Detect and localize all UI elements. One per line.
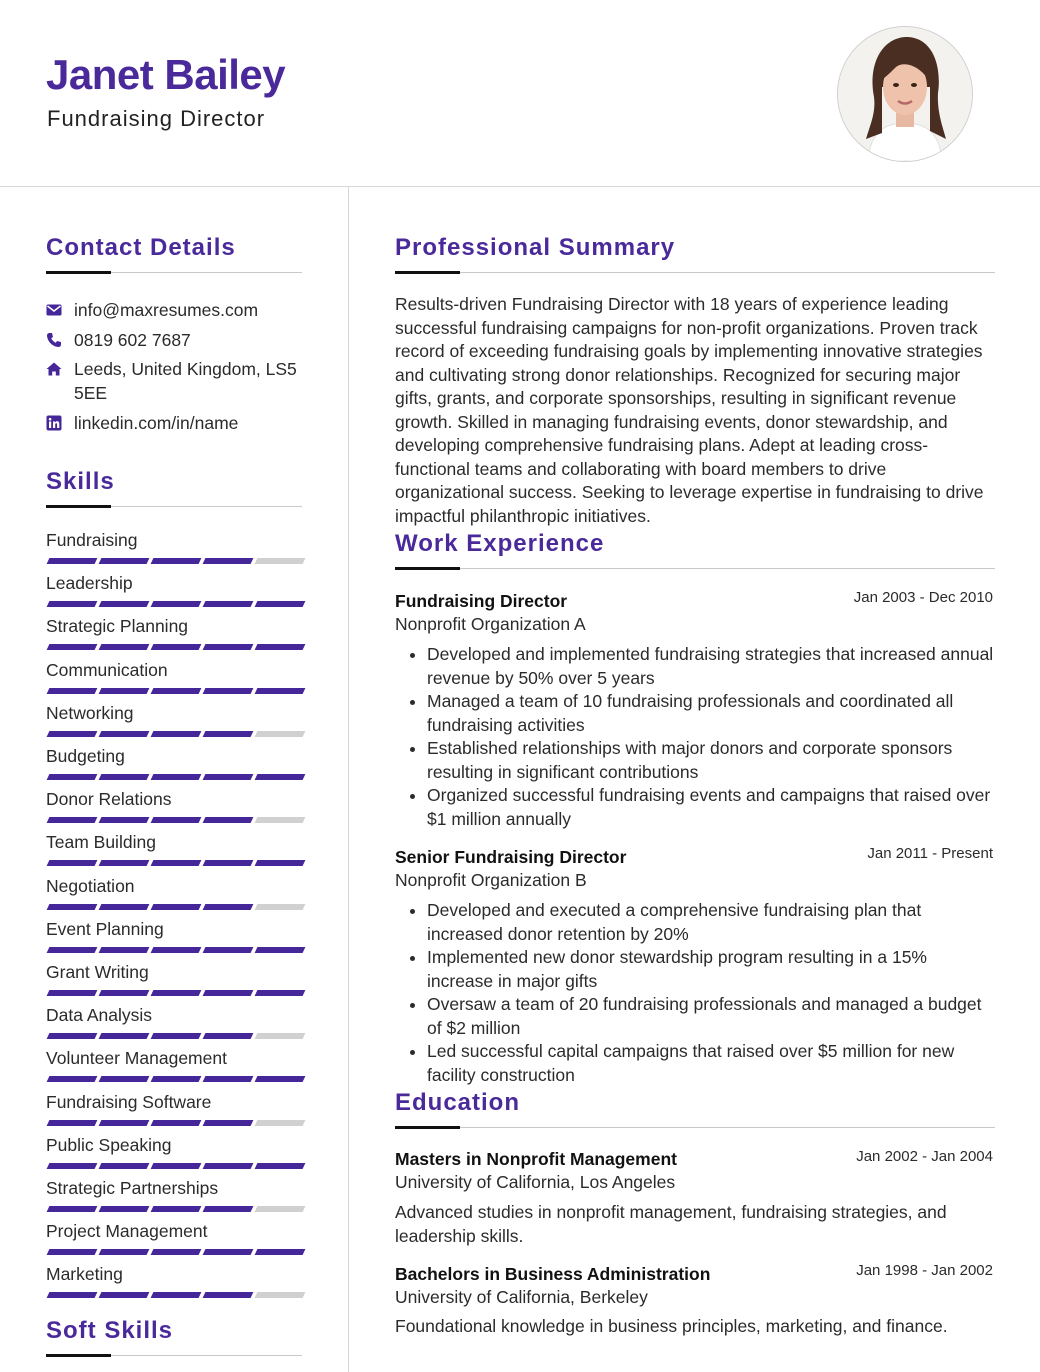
degree-description: Advanced studies in nonprofit management, fundraising strategies, and leadership skills. [395, 1202, 947, 1246]
skill-level-segment [47, 947, 98, 953]
skill-level-segment [99, 1206, 150, 1212]
section-rule [395, 568, 995, 569]
envelope-icon [46, 302, 62, 318]
skill-name: Fundraising Software [46, 1091, 212, 1112]
resume-header [0, 0, 1040, 187]
skill-item [46, 961, 302, 983]
skill-level-segment [255, 1292, 306, 1298]
skill-item [46, 1220, 302, 1242]
skill-level-segment [47, 1249, 98, 1255]
summary-text: Results-driven Fundraising Director with 18 years of experience leading successful fundraising campaigns for non-profit organizations. Proven track record of exceeding fundraising goals by implementing innovative strategies and cultivating strong donor relationships. Recognized for securing major gifts, grants, and corporate sponsorships, resulting in significant revenue growth. Skilled in managing fundraising events, donor stewardship, and developing comprehensive fundraising plans. Adept at leading cross-functional teams and collaborating with board members to drive organizational success. Seeking to leverage expertise in fundraising to drive impactful philanthropic initiatives. [395, 294, 984, 526]
skill-level-segment [255, 1120, 306, 1126]
skill-level-segment [47, 1033, 98, 1039]
skill-level-segment [99, 990, 150, 996]
skill-level-segment [47, 860, 98, 866]
skill-level-bar [46, 947, 302, 953]
skill-level-segment [47, 990, 98, 996]
skill-item [46, 1004, 302, 1026]
skill-level-segment [151, 904, 202, 910]
skill-level-segment [47, 904, 98, 910]
skill-item [46, 875, 302, 897]
job-organization: Nonprofit Organization B [395, 870, 587, 890]
skill-level-segment [99, 860, 150, 866]
work-heading: Work Experience [395, 530, 605, 557]
skill-level-bar [46, 1120, 302, 1126]
skill-level-segment [99, 774, 150, 780]
skill-item [46, 659, 302, 681]
summary-section [395, 233, 995, 263]
skill-level-segment [255, 1206, 306, 1212]
skill-level-bar [46, 1076, 302, 1082]
skill-level-segment [99, 1033, 150, 1039]
skill-level-bar [46, 860, 302, 866]
list-item: Managed a team of 10 fundraising professionals and coordinated all fundraising activities [395, 690, 995, 737]
list-item: Implemented new donor stewardship program resulting in a 15% increase in major gifts [395, 946, 995, 993]
skill-level-segment [151, 860, 202, 866]
skill-item [46, 1091, 302, 1113]
skill-level-segment [203, 990, 254, 996]
list-item: Developed and implemented fundraising strategies that increased annual revenue by 50% over 5 years [395, 643, 995, 690]
skill-level-bar [46, 1206, 302, 1212]
portrait-image [838, 27, 972, 161]
skill-level-segment [203, 558, 254, 564]
education-section [395, 1088, 995, 1118]
skill-level-segment [255, 1249, 306, 1255]
skill-level-segment [203, 1292, 254, 1298]
skill-level-segment [47, 774, 98, 780]
job-organization: Nonprofit Organization A [395, 614, 586, 634]
skill-name: Leadership [46, 573, 133, 594]
skill-level-segment [47, 601, 98, 607]
skill-item [46, 1134, 302, 1156]
skill-level-bar [46, 601, 302, 607]
job-bullets [395, 899, 995, 1087]
skill-level-segment [151, 1076, 202, 1082]
skill-item [46, 615, 302, 637]
contact-heading: Contact Details [46, 234, 236, 261]
skill-item [46, 745, 302, 767]
job-title: Senior Fundraising Director [395, 847, 627, 867]
skill-level-segment [203, 1249, 254, 1255]
skill-name: Grant Writing [46, 962, 149, 982]
section-rule [46, 272, 302, 273]
skill-level-bar [46, 731, 302, 737]
skill-name: Communication [46, 659, 168, 680]
skill-level-bar [46, 1033, 302, 1039]
skill-level-segment [151, 731, 202, 737]
section-rule [46, 506, 302, 507]
skill-level-segment [255, 774, 306, 780]
skill-name: Team Building [46, 832, 156, 853]
address-text: Leeds, United Kingdom, LS5 5EE [74, 359, 297, 403]
skill-level-segment [99, 558, 150, 564]
skill-level-segment [203, 731, 254, 737]
skill-level-segment [99, 904, 150, 910]
skill-level-segment [203, 904, 254, 910]
skill-level-segment [255, 1076, 306, 1082]
skill-level-segment [203, 1033, 254, 1039]
skill-item [46, 788, 302, 810]
skill-name: Data Analysis [46, 1005, 153, 1026]
skill-level-segment [99, 1163, 150, 1169]
email-text[interactable]: info@maxresumes.com [74, 300, 259, 320]
skill-level-segment [203, 817, 254, 823]
skill-level-segment [151, 1120, 202, 1126]
section-rule [46, 1355, 302, 1356]
skill-level-segment [203, 1206, 254, 1212]
skill-level-segment [47, 644, 98, 650]
candidate-name: Janet Bailey [46, 51, 286, 98]
list-item: Developed and executed a comprehensive fundraising plan that increased donor retention by 20% [395, 899, 995, 946]
skill-level-segment [99, 688, 150, 694]
column-divider [348, 187, 349, 1372]
skill-name: Networking [46, 702, 134, 723]
skill-level-segment [99, 1076, 150, 1082]
degree-title: Masters in Nonprofit Management [395, 1149, 677, 1169]
skill-level-segment [255, 731, 306, 737]
job-dates: Jan 2003 - Dec 2010 [853, 589, 993, 606]
skill-level-segment [151, 1033, 202, 1039]
skill-item [46, 831, 302, 853]
skill-item [46, 1263, 302, 1285]
skill-level-segment [151, 817, 202, 823]
skill-level-segment [151, 644, 202, 650]
skill-level-segment [151, 990, 202, 996]
work-section [395, 529, 995, 559]
skill-level-segment [255, 644, 306, 650]
skill-level-segment [255, 688, 306, 694]
school-name: University of California, Berkeley [395, 1287, 648, 1307]
linkedin-text[interactable]: linkedin.com/in/name [74, 413, 239, 433]
education-heading: Education [395, 1089, 521, 1116]
skill-level-segment [151, 1163, 202, 1169]
skill-level-bar [46, 1249, 302, 1255]
skill-level-segment [99, 1292, 150, 1298]
skill-level-segment [99, 817, 150, 823]
degree-dates: Jan 1998 - Jan 2002 [856, 1262, 993, 1279]
skill-name: Event Planning [46, 918, 164, 939]
skill-level-segment [47, 1076, 98, 1082]
list-item: Organized successful fundraising events and campaigns that raised over $1 million annually [395, 784, 995, 831]
profile-photo [837, 26, 973, 162]
skill-level-segment [47, 1292, 98, 1298]
section-rule [395, 272, 995, 273]
skill-level-segment [203, 1120, 254, 1126]
degree-description: Foundational knowledge in business principles, marketing, and finance. [395, 1316, 948, 1336]
skill-name: Volunteer Management [46, 1048, 227, 1069]
soft-skills-heading: Soft Skills [46, 1317, 174, 1344]
skill-level-segment [99, 731, 150, 737]
skill-level-bar [46, 1292, 302, 1298]
skill-level-bar [46, 558, 302, 564]
skill-level-segment [255, 1033, 306, 1039]
skill-level-segment [99, 947, 150, 953]
skill-level-segment [151, 601, 202, 607]
skill-level-segment [203, 860, 254, 866]
skill-item [46, 572, 302, 594]
linkedin-icon [46, 415, 62, 431]
skill-level-segment [255, 601, 306, 607]
skill-item [46, 529, 302, 551]
skill-level-segment [99, 1249, 150, 1255]
skill-level-segment [99, 601, 150, 607]
skill-level-segment [255, 947, 306, 953]
job-dates: Jan 2011 - Present [867, 845, 993, 862]
skill-level-segment [255, 990, 306, 996]
skill-level-bar [46, 904, 302, 910]
skill-level-segment [151, 1249, 202, 1255]
skill-level-bar [46, 644, 302, 650]
skill-level-segment [151, 1206, 202, 1212]
skill-level-segment [47, 1120, 98, 1126]
skill-level-segment [255, 860, 306, 866]
skill-name: Marketing [46, 1264, 123, 1285]
home-icon [46, 361, 62, 377]
skill-level-segment [255, 904, 306, 910]
degree-dates: Jan 2002 - Jan 2004 [856, 1148, 993, 1165]
phone-text: 0819 602 7687 [74, 330, 191, 350]
skill-level-segment [255, 1163, 306, 1169]
skill-level-segment [203, 1163, 254, 1169]
skill-level-segment [203, 774, 254, 780]
skill-level-bar [46, 688, 302, 694]
school-name: University of California, Los Angeles [395, 1172, 676, 1192]
skill-name: Strategic Partnerships [46, 1178, 219, 1198]
skill-level-segment [47, 688, 98, 694]
skill-level-segment [203, 644, 254, 650]
skill-level-segment [203, 1076, 254, 1082]
skill-name: Fundraising [46, 530, 138, 550]
summary-heading: Professional Summary [395, 234, 676, 261]
skill-name: Budgeting [46, 746, 125, 766]
skill-name: Project Management [46, 1221, 208, 1242]
skill-level-segment [203, 601, 254, 607]
skill-level-segment [47, 1163, 98, 1169]
skill-name: Strategic Planning [46, 616, 189, 637]
skill-level-segment [151, 688, 202, 694]
list-item: Led successful capital campaigns that raised over $5 million for new facility construction [395, 1040, 995, 1087]
skill-level-bar [46, 1163, 302, 1169]
skill-name: Donor Relations [46, 789, 172, 810]
skill-item [46, 702, 302, 724]
contact-section [46, 233, 302, 263]
skill-name: Public Speaking [46, 1134, 172, 1155]
skill-level-segment [47, 731, 98, 737]
list-item: Oversaw a team of 20 fundraising professionals and managed a budget of $2 million [395, 993, 995, 1040]
skill-name: Negotiation [46, 875, 135, 896]
skill-level-segment [151, 947, 202, 953]
skill-item [46, 918, 302, 940]
skill-item [46, 1047, 302, 1069]
skill-level-segment [203, 688, 254, 694]
soft-skills-section [46, 1316, 302, 1346]
degree-title: Bachelors in Business Administration [395, 1264, 711, 1284]
skill-level-bar [46, 990, 302, 996]
skill-level-segment [255, 558, 306, 564]
skill-level-segment [47, 1206, 98, 1212]
candidate-title: Fundraising Director [47, 106, 266, 131]
skill-level-segment [47, 817, 98, 823]
skill-level-segment [99, 1120, 150, 1126]
phone-icon [46, 332, 62, 348]
skills-heading: Skills [46, 468, 115, 495]
skill-level-segment [255, 817, 306, 823]
skill-item [46, 1177, 302, 1199]
skill-level-segment [47, 558, 98, 564]
job-title: Fundraising Director [395, 591, 568, 611]
skill-level-bar [46, 774, 302, 780]
job-bullets [395, 643, 995, 831]
skills-section [46, 467, 302, 497]
section-rule [395, 1127, 995, 1128]
skill-level-segment [151, 1292, 202, 1298]
skill-level-segment [151, 558, 202, 564]
skill-level-segment [203, 947, 254, 953]
list-item: Established relationships with major donors and corporate sponsors resulting in significant contributions [395, 737, 995, 784]
skill-level-bar [46, 817, 302, 823]
skill-level-segment [151, 774, 202, 780]
skill-level-segment [99, 644, 150, 650]
